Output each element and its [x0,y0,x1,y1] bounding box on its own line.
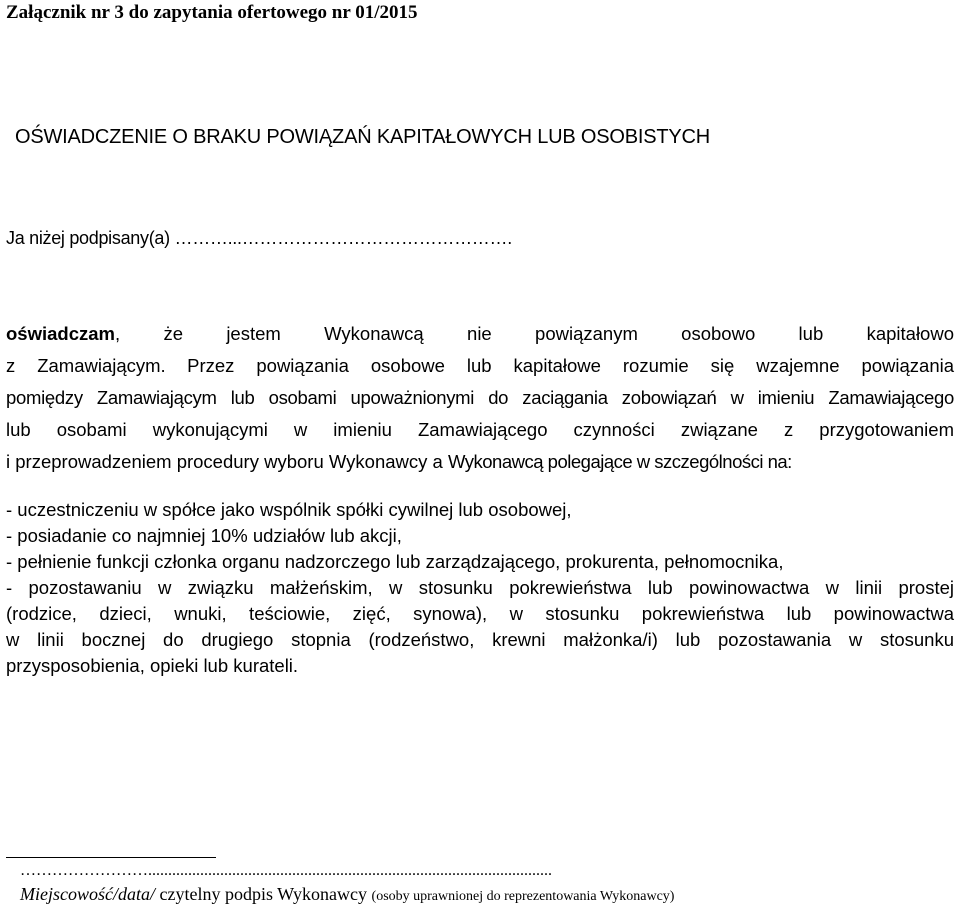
signature-blank: ……………………..................................................................................................... [20,862,552,879]
signature-rule [6,857,216,858]
declaration-line-2-b: Przez powiązania osobowe lub kapitałowe rozumie się wzajemne powiązania [187,355,955,376]
signature-note: (osoby uprawnionej do reprezentowania Wykonawcy) [371,889,675,904]
list-item: - posiadanie co najmniej 10% udziałów lub akcji, [6,525,402,546]
signature-caption [20,884,674,905]
list-item: - uczestniczeniu w spółce jako wspólnik spółki cywilnej lub osobowej, [6,499,572,520]
declaration-line-2-a: z Zamawiającym. [6,355,166,376]
list-item: w linii bocznej do drugiego stopnia (rodzeństwo, krewni małżonka/i) lub pozostawania w stosunku [6,629,954,650]
declaration-bold-word: oświadczam [6,323,115,344]
declaration-line-5-b: Wykonawcą polegające w szczególności na: [447,451,792,472]
list-item: (rodzice, dzieci, wnuki, teściowie, zięć, synowa), w stosunku pokrewieństwa lub powinowactwa [6,603,954,624]
signer-label: Ja niżej podpisany(a) [6,228,170,248]
signature-label: czytelny podpis Wykonawcy [154,884,372,904]
document-title: OŚWIADCZENIE O BRAKU POWIĄZAŃ KAPITAŁOWYCH LUB OSOBISTYCH [15,126,710,148]
list-item: - pozostawaniu w związku małżeńskim, w stosunku pokrewieństwa lub powinowactwa w linii prostej [6,577,954,598]
declaration-line-5-a: i przeprowadzeniem procedury wyboru Wykonawcy a [6,451,443,472]
signer-name-blank: ………...………………………………………. [174,228,512,248]
declaration-line-2 [6,350,954,383]
list-item: - pełnienie funkcji członka organu nadzorczego lub zarządzającego, prokurenta, pełnomocnika, [6,551,784,572]
list-item: przysposobienia, opieki lub kurateli. [6,655,299,676]
declaration-line-1 [6,318,954,350]
declaration-line-4: lub osobami wykonującymi w imieniu Zamawiającego czynności związane z przygotowaniem [6,419,954,440]
declaration-line-3: pomiędzy Zamawiającym lub osobami upoważnionymi do zaciągania zobowiązań w imieniu Zamawiającego [6,387,954,408]
signer-line [6,228,512,249]
declaration-line-5 [6,446,792,478]
place-date-label: Miejscowość/data/ [20,884,155,904]
declaration-line-1-text: , że jestem Wykonawcą nie powiązanym osobowo lub kapitałowo [115,323,954,344]
attachment-header: Załącznik nr 3 do zapytania ofertowego nr 01/2015 [6,2,418,23]
